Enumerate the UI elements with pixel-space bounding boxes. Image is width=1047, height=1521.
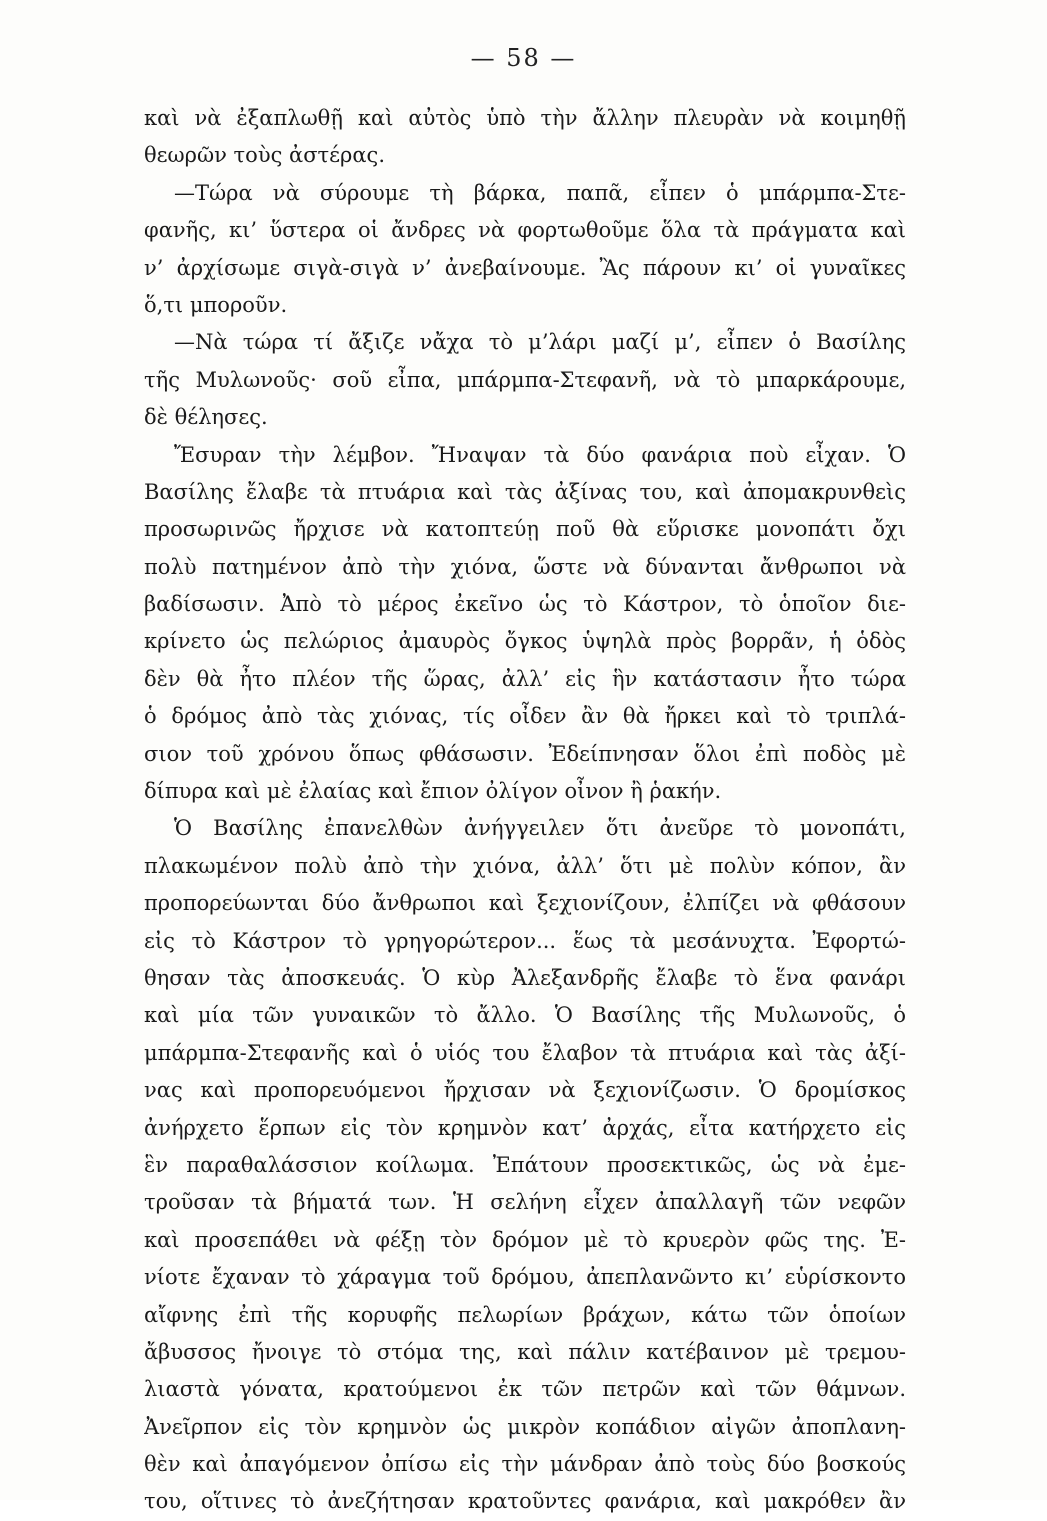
text-line: ἓν παραθαλάσσιον κοίλωμα. Ἐπάτουν προσεκτικῶς, ὡς νὰ ἐμε- xyxy=(144,1152,906,1177)
text-line: πολὺ πατημένον ἀπὸ τὴν χιόνα, ὥστε νὰ δύνανται ἄνθρωποι νὰ xyxy=(144,554,906,579)
text-line: φανῆς, κι’ ὕστερα οἱ ἄνδρες νὰ φορτωθοῦμε ὅλα τὰ πράγματα καὶ xyxy=(144,218,906,243)
text-line: Ὁ Βασίλης ἐπανελθὼν ἀνήγγειλεν ὅτι ἀνεῦρε τὸ μονοπάτι, xyxy=(174,816,906,841)
text-line: εἰς τὸ Κάστρον τὸ γρηγορώτερον... ἕως τὰ μεσάνυχτα. Ἐφορτώ- xyxy=(144,928,906,953)
text-line: —Νὰ τώρα τί ἄξιζε νἄχα τὸ μ’λάρι μαζί μ’, εἶπεν ὁ Βασίλης xyxy=(174,330,906,355)
text-line: τῆς Μυλωνοῦς· σοῦ εἶπα, μπάρμπα-Στεφανῆ, νὰ τὸ μπαρκάρουμε, xyxy=(144,367,906,392)
text-line: ν’ ἀρχίσωμε σιγὰ-σιγὰ ν’ ἀνεβαίνουμε. Ἂς πάρουν κι’ οἱ γυναῖκες xyxy=(144,255,906,280)
text-line: μπάρμπα-Στεφανῆς καὶ ὁ υἱός του ἔλαβον τὰ πτυάρια καὶ τὰς ἀξί- xyxy=(144,1040,906,1065)
text-line: καὶ προσεπάθει νὰ φέξῃ τὸν δρόμον μὲ τὸ κρυερὸν φῶς της. Ἐ- xyxy=(144,1227,906,1252)
text-line: τροῦσαν τὰ βήματά των. Ἡ σελήνη εἶχεν ἀπαλλαγῆ τῶν νεφῶν xyxy=(144,1190,906,1215)
text-line: Ἀνεῖρπον εἰς τὸν κρημνὸν ὡς μικρὸν κοπάδιον αἰγῶν ἀποπλανη- xyxy=(144,1414,906,1439)
text-line: πλακωμένον πολὺ ἀπὸ τὴν χιόνα, ἀλλ’ ὅτι μὲ πολὺν κόπον, ἂν xyxy=(144,853,906,878)
text-line: καὶ νὰ ἐξαπλωθῇ καὶ αὐτὸς ὑπὸ τὴν ἄλλην πλευρὰν νὰ κοιμηθῇ xyxy=(144,106,906,130)
text-line: ὅ,τι μποροῦν. xyxy=(144,292,288,317)
text-line: νίοτε ἔχαναν τὸ χάραγμα τοῦ δρόμου, ἀπεπλανῶντο κι’ εὑρίσκοντο xyxy=(144,1265,906,1290)
text-line: θησαν τὰς ἀποσκευάς. Ὁ κὺρ Ἀλεξανδρῆς ἔλαβε τὸ ἕνα φανάρι xyxy=(144,965,906,990)
text-line: σιον τοῦ χρόνου ὅπως φθάσωσιν. Ἐδείπνησαν ὅλοι ἐπὶ ποδὸς μὲ xyxy=(144,741,906,766)
text-line: νας καὶ προπορευόμενοι ἤρχισαν νὰ ξεχιονίζωσιν. Ὁ δρομίσκος xyxy=(144,1078,906,1103)
page-number: — 58 — xyxy=(470,44,577,72)
text-line: θὲν καὶ ἀπαγόμενον ὀπίσω εἰς τὴν μάνδραν ἀπὸ τοὺς δύο βοσκούς xyxy=(144,1452,906,1477)
text-line: αἴφνης ἐπὶ τῆς κορυφῆς πελωρίων βράχων, κάτω τῶν ὁποίων xyxy=(144,1302,906,1327)
text-line: προσωρινῶς ἤρχισε νὰ κατοπτεύῃ ποῦ θὰ εὕρισκε μονοπάτι ὄχι xyxy=(144,517,906,542)
text-line: του, οἵτινες τὸ ἀνεζήτησαν κρατοῦντες φανάρια, καὶ μακρόθεν ἂν xyxy=(144,1489,906,1514)
text-line: κρίνετο ὡς πελώριος ἀμαυρὸς ὄγκος ὑψηλὰ πρὸς βορρᾶν, ἡ ὁδὸς xyxy=(144,629,906,654)
text-line: ἀνήρχετο ἕρπων εἰς τὸν κρημνὸν κατ’ ἀρχάς, εἶτα κατήρχετο εἰς xyxy=(144,1115,906,1140)
text-line: βαδίσωσιν. Ἀπὸ τὸ μέρος ἐκεῖνο ὡς τὸ Κάστρον, τὸ ὁποῖον διε- xyxy=(144,592,906,617)
text-line: προπορεύωνται δύο ἄνθρωποι καὶ ξεχιονίζουν, ἐλπίζει νὰ φθάσουν xyxy=(144,891,906,916)
text-line: δίπυρα καὶ μὲ ἐλαίας καὶ ἔπιον ὀλίγον οἶνον ἢ ῥακήν. xyxy=(144,779,722,804)
text-line: —Τώρα νὰ σύρουμε τὴ βάρκα, παπᾶ, εἶπεν ὁ μπάρμπα-Στε- xyxy=(174,180,906,205)
text-line: θεωρῶν τοὺς ἀστέρας. xyxy=(144,143,385,168)
text-line: δὲ θέλησες. xyxy=(144,405,268,430)
text-line: Ἔσυραν τὴν λέμβον. Ἤναψαν τὰ δύο φανάρια ποὺ εἶχαν. Ὁ xyxy=(174,442,906,467)
text-line: καὶ μία τῶν γυναικῶν τὸ ἄλλο. Ὁ Βασίλης τῆς Μυλωνοῦς, ὁ xyxy=(144,1003,906,1028)
text-line: δὲν θὰ ἦτο πλέον τῆς ὥρας, ἀλλ’ εἰς ἣν κατάστασιν ἦτο τώρα xyxy=(144,666,906,691)
text-line: ἄβυσσος ἤνοιγε τὸ στόμα της, καὶ πάλιν κατέβαινον μὲ τρεμου- xyxy=(144,1339,906,1364)
text-line: λιαστὰ γόνατα, κρατούμενοι ἐκ τῶν πετρῶν καὶ τῶν θάμνων. xyxy=(144,1377,906,1402)
text-line: ὁ δρόμος ἀπὸ τὰς χιόνας, τίς οἶδεν ἂν θὰ ἤρκει καὶ τὸ τριπλά- xyxy=(144,704,906,729)
body-text xyxy=(144,100,906,1521)
text-line: Βασίλης ἔλαβε τὰ πτυάρια καὶ τὰς ἀξίνας του, καὶ ἀπομακρυνθεὶς xyxy=(144,479,906,504)
